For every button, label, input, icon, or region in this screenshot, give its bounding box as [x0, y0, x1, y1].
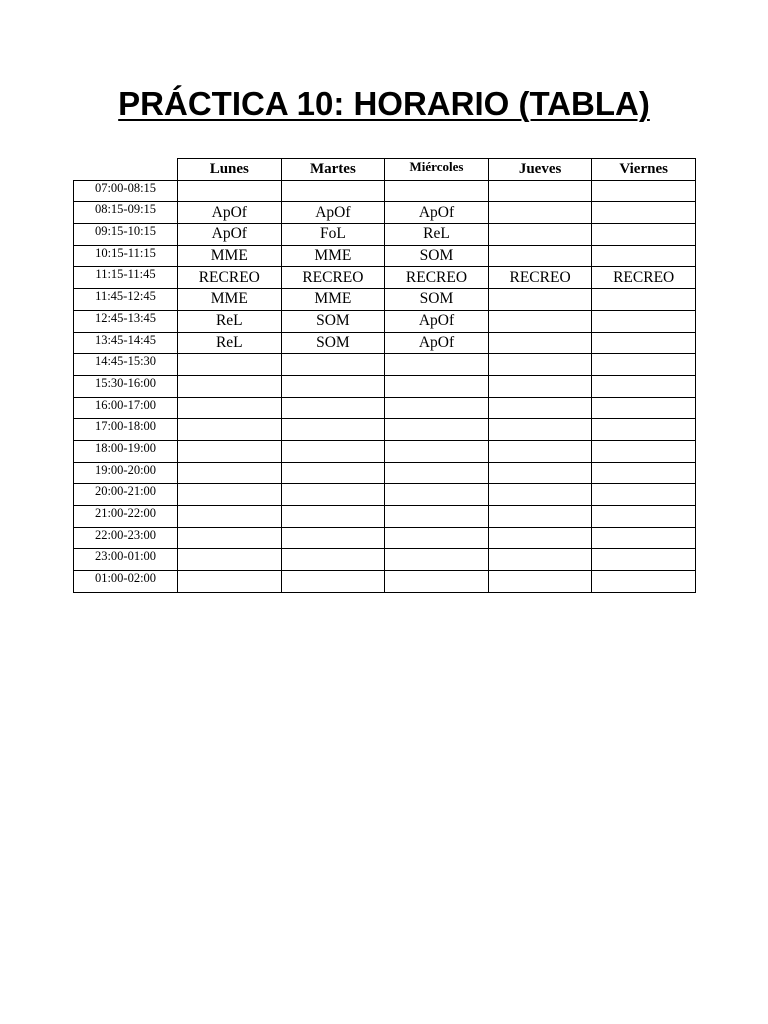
schedule-cell	[385, 180, 489, 202]
schedule-cell	[385, 571, 489, 593]
time-slot-label: 08:15-09:15	[74, 202, 178, 224]
schedule-cell	[488, 484, 592, 506]
schedule-cell	[592, 484, 696, 506]
time-slot-label: 11:15-11:45	[74, 267, 178, 289]
schedule-cell	[178, 180, 282, 202]
table-row	[74, 484, 696, 506]
schedule-cell	[488, 527, 592, 549]
schedule-cell	[281, 354, 385, 376]
table-row	[74, 440, 696, 462]
schedule-cell	[281, 484, 385, 506]
schedule-cell	[385, 354, 489, 376]
corner-cell	[74, 159, 178, 181]
table-row	[74, 245, 696, 267]
time-slot-label: 21:00-22:00	[74, 506, 178, 528]
schedule-cell: MME	[178, 289, 282, 311]
table-row	[74, 354, 696, 376]
time-slot-label: 22:00-23:00	[74, 527, 178, 549]
schedule-cell	[281, 506, 385, 528]
schedule-cell	[385, 440, 489, 462]
table-row	[74, 549, 696, 571]
schedule-cell	[488, 354, 592, 376]
schedule-cell	[281, 397, 385, 419]
schedule-cell	[592, 180, 696, 202]
time-slot-label: 16:00-17:00	[74, 397, 178, 419]
schedule-cell	[488, 310, 592, 332]
time-slot-label: 23:00-01:00	[74, 549, 178, 571]
schedule-cell: ApOf	[385, 332, 489, 354]
schedule-cell	[178, 375, 282, 397]
time-slot-label: 19:00-20:00	[74, 462, 178, 484]
page-title: PRÁCTICA 10: HORARIO (TABLA)	[118, 85, 650, 122]
time-slot-label: 17:00-18:00	[74, 419, 178, 441]
time-slot-label: 12:45-13:45	[74, 310, 178, 332]
table-row	[74, 462, 696, 484]
table-row	[74, 289, 696, 311]
schedule-cell	[385, 375, 489, 397]
schedule-cell	[178, 462, 282, 484]
schedule-cell	[592, 440, 696, 462]
schedule-cell	[592, 310, 696, 332]
schedule-cell	[488, 397, 592, 419]
schedule-cell	[281, 375, 385, 397]
table-row	[74, 224, 696, 246]
schedule-cell	[178, 397, 282, 419]
schedule-cell: ApOf	[178, 224, 282, 246]
schedule-cell	[488, 462, 592, 484]
schedule-cell	[592, 506, 696, 528]
time-slot-label: 13:45-14:45	[74, 332, 178, 354]
schedule-cell: MME	[178, 245, 282, 267]
table-row	[74, 571, 696, 593]
schedule-cell	[178, 549, 282, 571]
schedule-cell	[385, 397, 489, 419]
schedule-cell	[281, 180, 385, 202]
schedule-cell	[385, 419, 489, 441]
schedule-cell	[488, 245, 592, 267]
schedule-cell: FoL	[281, 224, 385, 246]
schedule-cell	[385, 462, 489, 484]
schedule-cell	[281, 571, 385, 593]
time-slot-label: 10:15-11:15	[74, 245, 178, 267]
schedule-cell: MME	[281, 245, 385, 267]
table-row	[74, 332, 696, 354]
schedule-cell	[488, 289, 592, 311]
schedule-cell	[178, 527, 282, 549]
time-slot-label: 18:00-19:00	[74, 440, 178, 462]
table-row	[74, 397, 696, 419]
table-row	[74, 506, 696, 528]
schedule-cell	[488, 180, 592, 202]
table-row	[74, 310, 696, 332]
schedule-cell	[178, 354, 282, 376]
table-row	[74, 375, 696, 397]
schedule-cell: SOM	[385, 245, 489, 267]
time-slot-label: 01:00-02:00	[74, 571, 178, 593]
schedule-cell	[178, 419, 282, 441]
schedule-cell	[488, 549, 592, 571]
schedule-cell: ApOf	[281, 202, 385, 224]
schedule-cell: SOM	[281, 332, 385, 354]
schedule-cell	[592, 245, 696, 267]
schedule-cell	[488, 202, 592, 224]
schedule-cell: RECREO	[385, 267, 489, 289]
schedule-cell	[178, 484, 282, 506]
header-row	[74, 159, 696, 181]
time-slot-label: 14:45-15:30	[74, 354, 178, 376]
schedule-cell	[281, 440, 385, 462]
schedule-cell	[592, 289, 696, 311]
time-slot-label: 11:45-12:45	[74, 289, 178, 311]
schedule-cell	[488, 224, 592, 246]
table-row	[74, 202, 696, 224]
table-row	[74, 419, 696, 441]
schedule-cell	[592, 549, 696, 571]
schedule-cell	[488, 419, 592, 441]
schedule-cell	[178, 506, 282, 528]
schedule-cell	[592, 527, 696, 549]
schedule-cell	[592, 571, 696, 593]
schedule-cell	[385, 527, 489, 549]
schedule-cell: RECREO	[178, 267, 282, 289]
schedule-cell: MME	[281, 289, 385, 311]
schedule-cell	[281, 527, 385, 549]
day-header-viernes: Viernes	[592, 159, 696, 181]
schedule-cell	[592, 332, 696, 354]
schedule-cell	[281, 549, 385, 571]
day-header-miercoles: Miércoles	[385, 159, 489, 181]
schedule-cell: ReL	[178, 332, 282, 354]
schedule-cell	[488, 506, 592, 528]
schedule-cell	[592, 375, 696, 397]
schedule-table	[73, 158, 696, 593]
schedule-cell	[592, 202, 696, 224]
day-header-lunes: Lunes	[178, 159, 282, 181]
schedule-cell	[592, 224, 696, 246]
table-row	[74, 267, 696, 289]
schedule-cell	[592, 419, 696, 441]
schedule-cell	[488, 375, 592, 397]
schedule-cell	[488, 440, 592, 462]
schedule-cell: RECREO	[488, 267, 592, 289]
schedule-cell: SOM	[385, 289, 489, 311]
schedule-cell	[178, 571, 282, 593]
schedule-cell: ReL	[178, 310, 282, 332]
table-row	[74, 180, 696, 202]
schedule-cell: ApOf	[385, 202, 489, 224]
time-slot-label: 09:15-10:15	[74, 224, 178, 246]
time-slot-label: 07:00-08:15	[74, 180, 178, 202]
schedule-cell	[592, 397, 696, 419]
schedule-cell: ApOf	[178, 202, 282, 224]
schedule-cell	[385, 549, 489, 571]
schedule-cell	[488, 571, 592, 593]
schedule-cell	[592, 354, 696, 376]
schedule-cell	[385, 484, 489, 506]
schedule-cell	[281, 462, 385, 484]
schedule-cell: RECREO	[281, 267, 385, 289]
schedule-cell: ApOf	[385, 310, 489, 332]
schedule-cell: SOM	[281, 310, 385, 332]
schedule-cell	[385, 506, 489, 528]
schedule-cell	[592, 462, 696, 484]
time-slot-label: 20:00-21:00	[74, 484, 178, 506]
day-header-martes: Martes	[281, 159, 385, 181]
time-slot-label: 15:30-16:00	[74, 375, 178, 397]
schedule-cell: RECREO	[592, 267, 696, 289]
schedule-cell	[178, 440, 282, 462]
schedule-cell	[488, 332, 592, 354]
schedule-cell	[281, 419, 385, 441]
day-header-jueves: Jueves	[488, 159, 592, 181]
table-row	[74, 527, 696, 549]
schedule-cell: ReL	[385, 224, 489, 246]
